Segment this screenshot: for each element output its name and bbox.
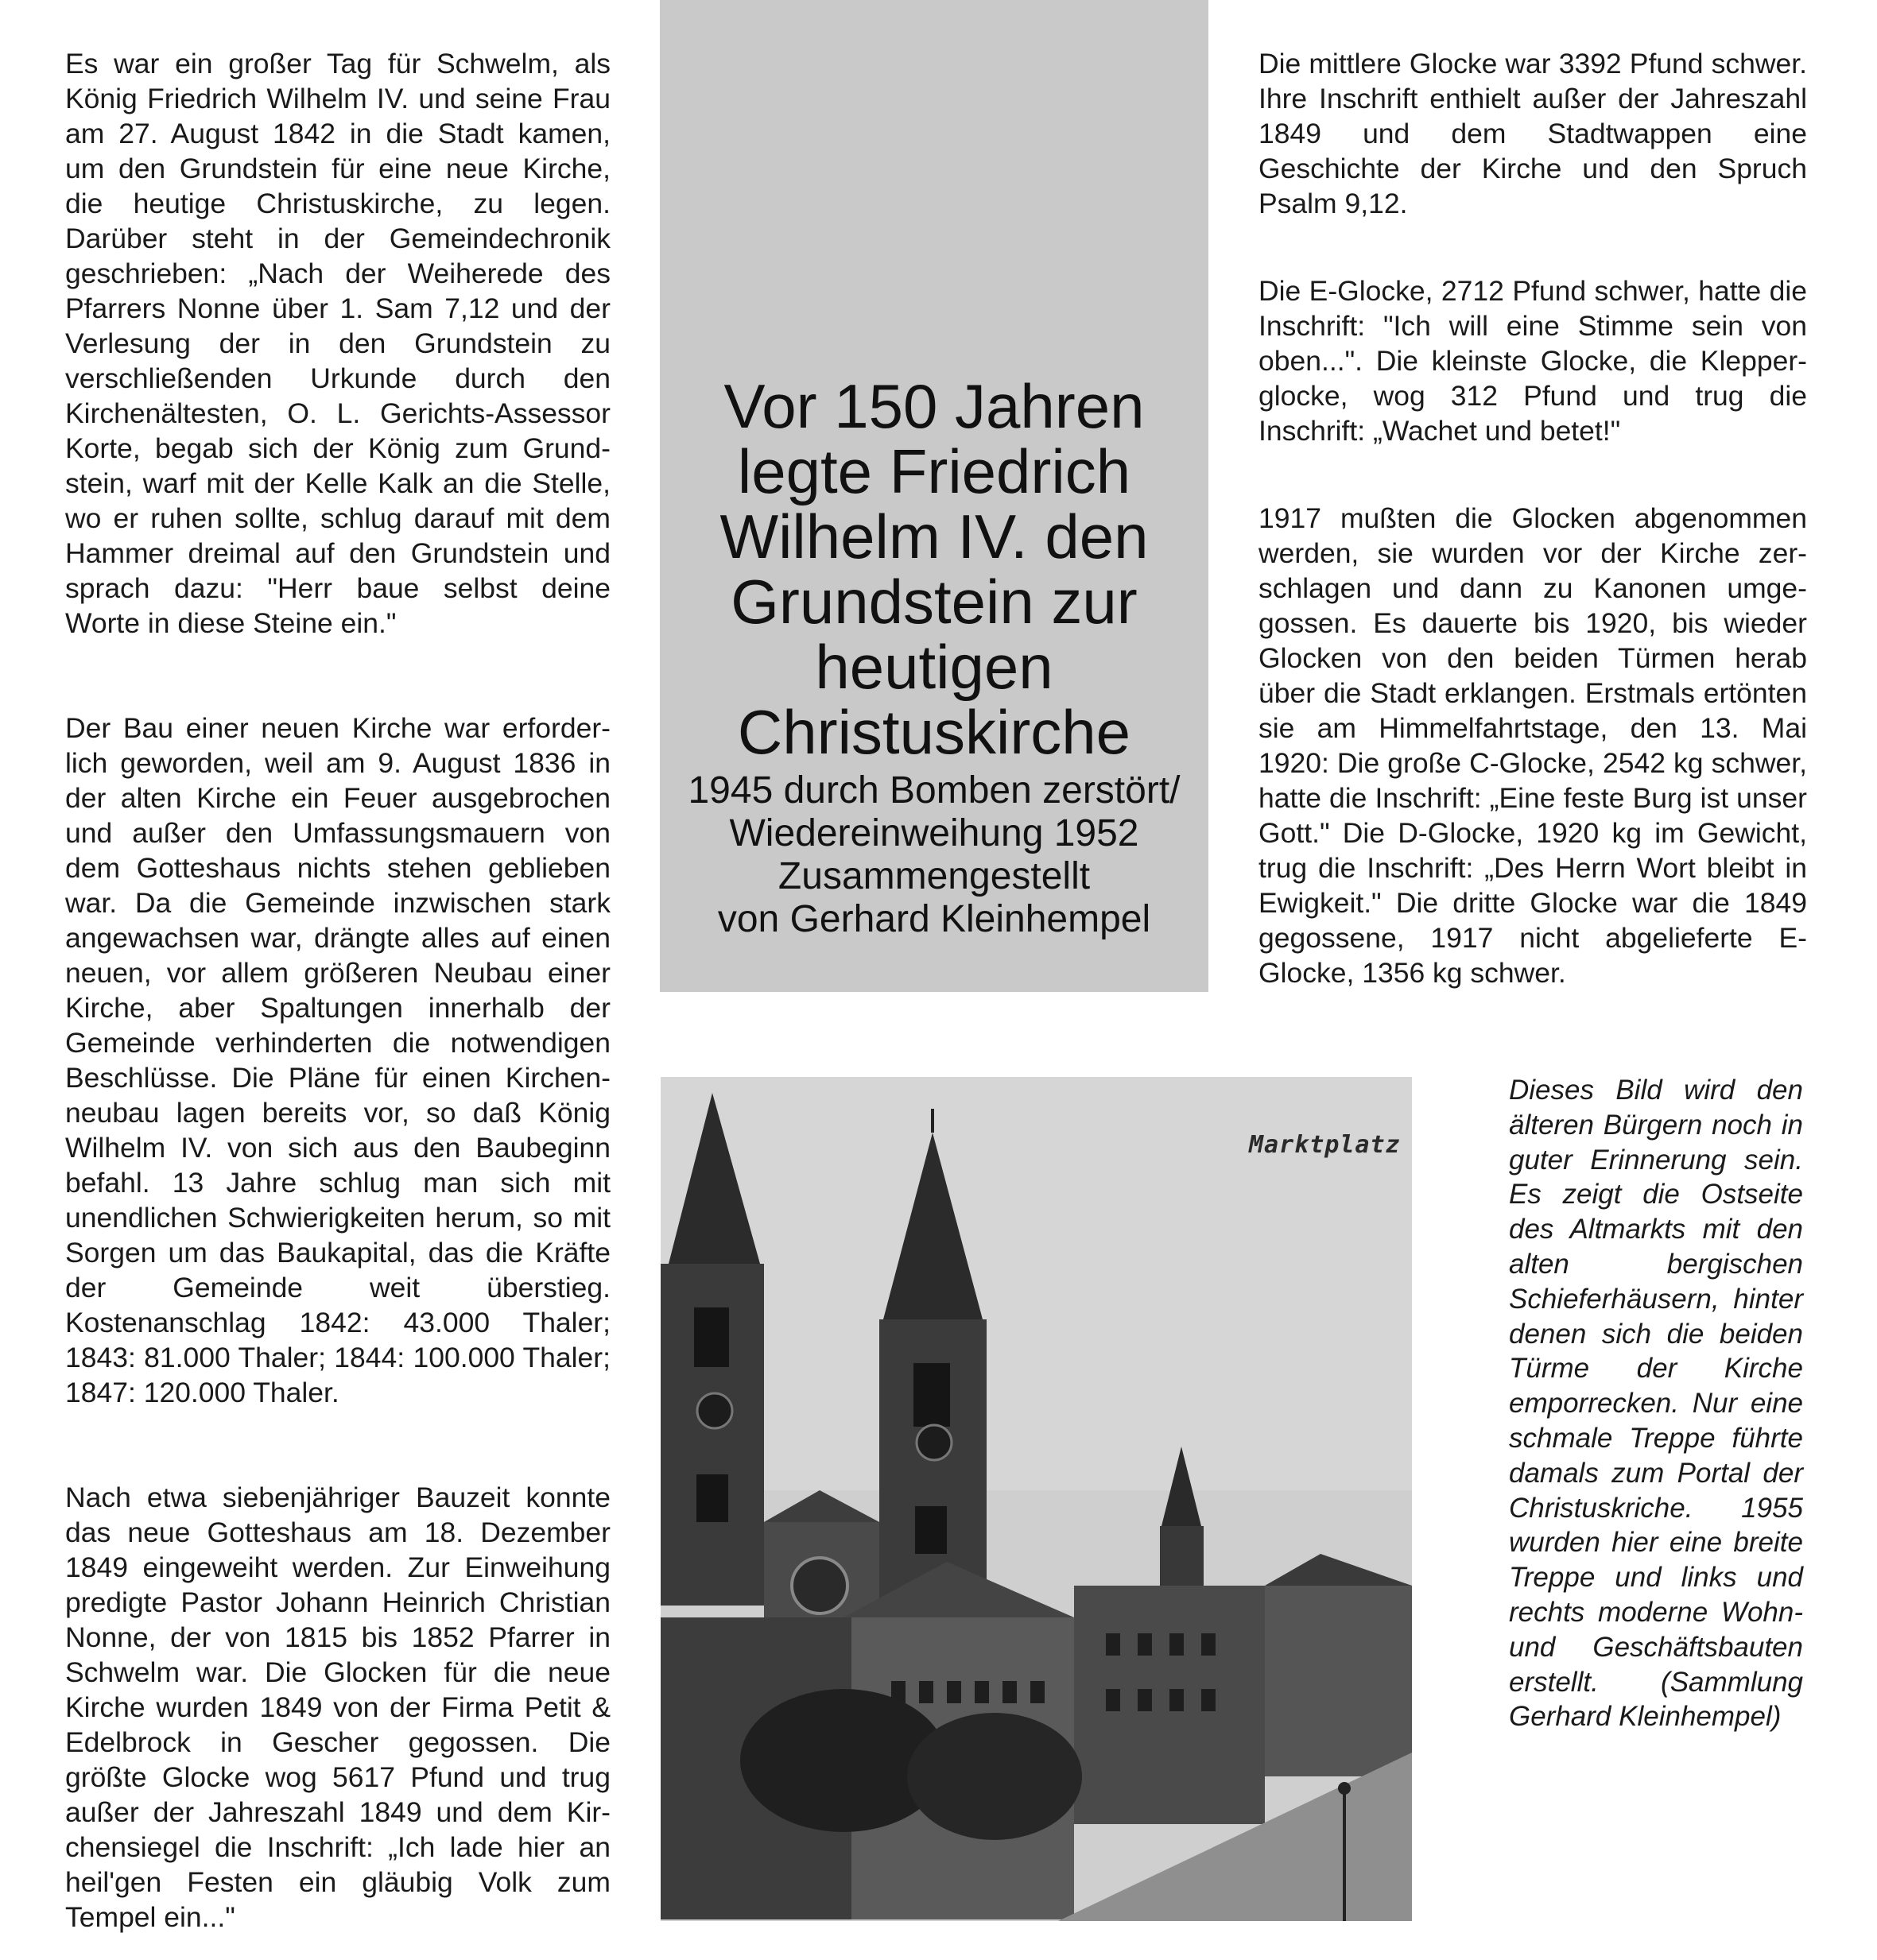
historic-photo <box>661 1077 1412 1921</box>
photo-caption: Dieses Bild wird den älteren Bürgern noch in guter Erinnerung sein. Es zeigt die Ostseite des Altmarkts mit den alten bergischen Schieferhäusern, hinter denen sich die beiden Türme der Kirche emporrecken. Nur eine schmale Treppe führte damals zum Portal der Christuskriche. 1955 wurden hier eine breite Treppe und links und rechts moderne Wohn- und Geschäftsbauten erstellt. (Sammlung Gerhard Kleinhempel) <box>1509 1075 1803 1733</box>
paragraph-einweihung: Nach etwa siebenjähriger Bauzeit konnte das neue Gotteshaus am 18. Dezember 1849 eingeweiht werden. Zur Einweihung predigte Pastor Johann Heinrich Christian Nonne, der von 1815 bis 1852 Pfarrer in Schwelm war. Die Glocken für die neue Kirche wurden 1849 von der Firma Petit & Edelbrock in Gescher gegossen. Die größte Glocke wog 5617 Pfund und trug außer der Jahreszahl 1849 und dem Kirchensiegel die Inschrift: „Ich lade hier an heil'gen Festen ein gläubig Volk zum Tempel ein..." <box>65 1482 611 1933</box>
paragraph-mittlere-glocke: Die mittlere Glocke war 3392 Pfund schwer. Ihre Inschrift enthielt außer der Jahreszahl 1849 und dem Stadtwappen eine Geschichte der Kirche und den Spruch Psalm 9,12. <box>1258 48 1807 219</box>
photo-label: Marktplatz <box>1249 1131 1401 1159</box>
paragraph-kirchenbau: Der Bau einer neuen Kirche war erforderlich geworden, weil am 9. August 1836 in der alten Kirche ein Feuer ausgebrochen und außer den Umfassungsmauern von dem Gotteshaus nichts stehen geblieben war. Da die Gemeinde inzwischen stark angewachsen war, drängte alles auf einen neuen, vor allem größeren Neubau einer Kirche, aber Spaltungen innerhalb der Gemeinde verhinderten die notwendigen Beschlüsse. Die Pläne für einen Kirchenneubau lagen bereits vor, so daß König Wilhelm IV. von sich aus den Baubeginn befahl. 13 Jahre schlug man sich mit unendlichen Schwierigkeiten herum, so mit Sorgen um das Baukapital, das die Kräfte der Gemeinde weit überstieg. Kostenanschlag 1842: 43.000 Thaler; 1843: 81.000 Thaler; 1844: 100.000 Thaler; 1847: 120.000 Thaler. <box>65 712 611 1408</box>
paragraph-glocken-1917: 1917 mußten die Glocken abgenommen werden, sie wurden vor der Kirche zerschlagen und dann zu Kanonen umgegossen. Es dauerte bis 1920, bis wieder Glocken von den beiden Türmen herab über die Stadt erklangen. Erstmals ertönten sie am Himmelfahrtstage, den 13. Mai 1920: Die große C-Glocke, 2542 kg schwer, hatte die Inschrift: „Eine feste Burg ist unser Gott." Die D-Glocke, 1920 kg im Gewicht, trug die Inschrift: „Des Herrn Wort bleibt in Ewigkeit." Die dritte Glocke war die 1849 gegossene, 1917 nicht abgelieferte E-Glocke, 1356 kg schwer. <box>1258 502 1807 989</box>
subtitle-line: Zusammengestellt <box>778 855 1091 897</box>
headline: Vor 150 Jahren legte Friedrich Wilhelm IV. den Grundstein zur heutigen Christuskirche <box>719 371 1149 767</box>
subtitle-line: 1945 durch Bomben zerstört/ <box>688 769 1181 812</box>
paragraph-e-glocke: Die E-Glocke, 2712 Pfund schwer, hatte die Inschrift: "Ich will eine Stimme sein von oben...". Die kleinste Glocke, die Klepperglocke, wog 312 Pfund und trug die Inschrift: „Wachet und betet!" <box>1258 275 1807 447</box>
article-column-right <box>1258 46 1807 990</box>
subtitle-line: Wiedereinweihung 1952 <box>729 812 1139 854</box>
paragraph-grundsteinlegung: Es war ein großer Tag für Schwelm, als König Friedrich Wilhelm IV. und seine Frau am 27. August 1842 in die Stadt kamen, um den Grundstein für eine neue Kirche, die heutige Christuskirche, zu legen. Darüber steht in der Gemeindechronik geschrieben: „Nach der Weiherede des Pfarrers Nonne über 1. Sam 7,12 und der Verlesung der in den Grundstein zu verschließenden Urkunde durch den Kirchenältesten, O. L. Gerichts-Assessor Korte, begab sich der König zum Grundstein, warf mit der Kelle Kalk an die Stelle, wo er ruhen sollte, schlug darauf mit dem Hammer dreimal auf den Grundstein und sprach dazu: "Herr baue selbst deine Worte in diese Steine ein." <box>65 48 611 639</box>
title-block <box>660 371 1208 941</box>
article-column-left <box>65 46 611 1935</box>
subtitle <box>660 769 1208 941</box>
subtitle-line: von Gerhard Kleinhempel <box>717 898 1151 940</box>
